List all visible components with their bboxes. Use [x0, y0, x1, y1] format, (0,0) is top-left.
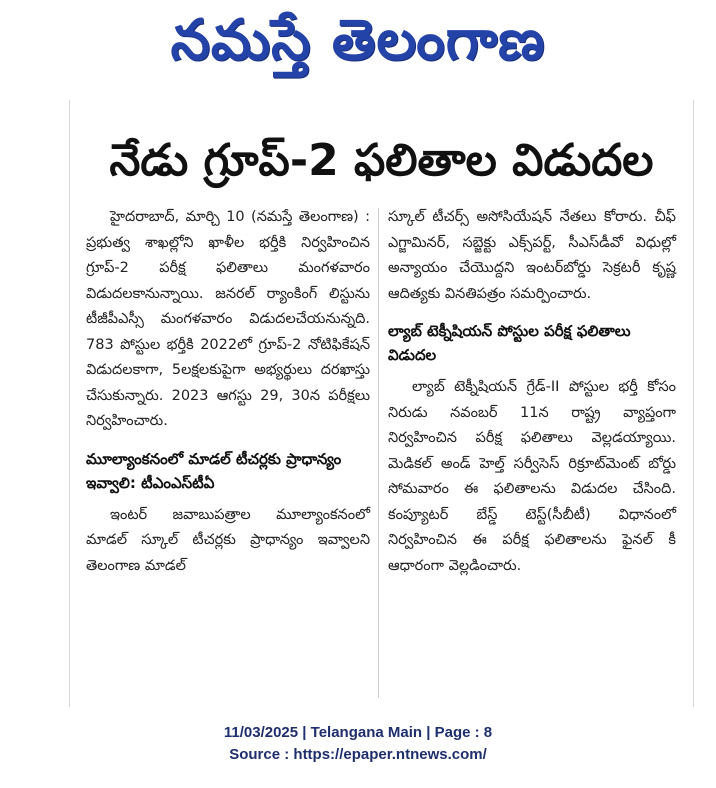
- article-subheading: మూల్యాంకనంలో మాడల్‌ టీచర్లకు ప్రాధాన్యం ఇవ్వాలి: టీఎంఎస్‌టీఏ: [86, 449, 342, 492]
- masthead: [0, 0, 716, 82]
- article-paragraph: ల్యాబ్‌ టెక్నీషియన్‌ గ్రేడ్‌-II పోస్టుల భర్తీ కోసం నిరుడు నవంబర్‌ 11న రాష్ట్ర వ్యాప్తంగా నిర్వహించిన పరీక్ష ఫలితాలు వెల్లడయ్యాయి. మెడికల్‌ అండ్‌ హెల్త్‌ సర్వీసెస్‌ రిక్రూట్‌మెంట్‌ బోర్డు సోమవారం ఈ ఫలితాలను విడుదల చేసింది. కంప్యూటర్‌ బేస్డ్‌ టెస్ట్‌(సీబీటీ) విధానంలో నిర్వహించిన ఈ పరీక్ష ఫలితాలను ఫైనల్‌ కీ ఆధారంగా వెల్లడించారు.: [388, 379, 676, 574]
- article-subheading: ల్యాబ్‌ టెక్నీషియన్‌ పోస్టుల పరీక్ష ఫలితాలు విడుదల: [388, 322, 631, 364]
- edition-info: 11/03/2025 | Telangana Main | Page : 8: [223, 724, 493, 741]
- newspaper-logo: నమస్తే తెలంగాణ: [170, 8, 546, 73]
- article-column-left: [86, 205, 370, 579]
- article-column-right: [388, 205, 676, 579]
- article-headline: నేడు గ్రూప్‌-2 ఫలితాల విడుదల: [109, 135, 654, 186]
- source-link[interactable]: Source : https://epaper.ntnews.com/: [229, 746, 487, 763]
- article-paragraph: ఇంటర్‌ జవాబుపత్రాల మూల్యాంకనంలో మాడల్‌ స్కూల్‌ టీచర్లకు ప్రాధాన్యం ఇవ్వాలని తెలంగాణ మాడల్‌: [86, 506, 370, 574]
- column-divider: [378, 208, 379, 698]
- article-paragraph: హైదరాబాద్‌, మార్చి 10 (నమస్తే తెలంగాణ) : ప్రభుత్వ శాఖల్లోని ఖాళీల భర్తీకి నిర్వహించిన గ్రూప్‌-2 పరీక్ష ఫలితాలు మంగళవారం విడుదలకానున్నాయి. జనరల్‌ ర్యాంకింగ్‌ లిస్టును టీజీపీఎస్సీ మంగళవారం విడుదలచేయనున్నది. 783 పోస్టుల భర్తీకి 2022లో గ్రూప్‌-2 నోటిఫికేషన్‌ విడుదలకాగా, 5లక్షలకుపైగా అభ్యర్థులు దరఖాస్తు చేసుకున్నారు. 2023 ఆగస్టు 29, 30న పరీక్షలు నిర్వహించారు.: [86, 209, 370, 429]
- clipping-border-right: [693, 100, 694, 707]
- article-paragraph: స్కూల్‌ టీచర్స్‌ అసోసియేషన్‌ నేతలు కోరారు. చీఫ్‌ ఎగ్జామినర్‌, సబ్జెక్టు ఎక్స్‌పర్ట్‌, సీఎస్‌డీవో విధుల్లో అన్యాయం చేయొద్దని ఇంటర్‌బోర్డు సెక్రటరీ కృష్ణ ఆదిత్యకు వినతిపత్రం సమర్పించారు.: [388, 209, 676, 302]
- epaper-footer: [0, 722, 716, 766]
